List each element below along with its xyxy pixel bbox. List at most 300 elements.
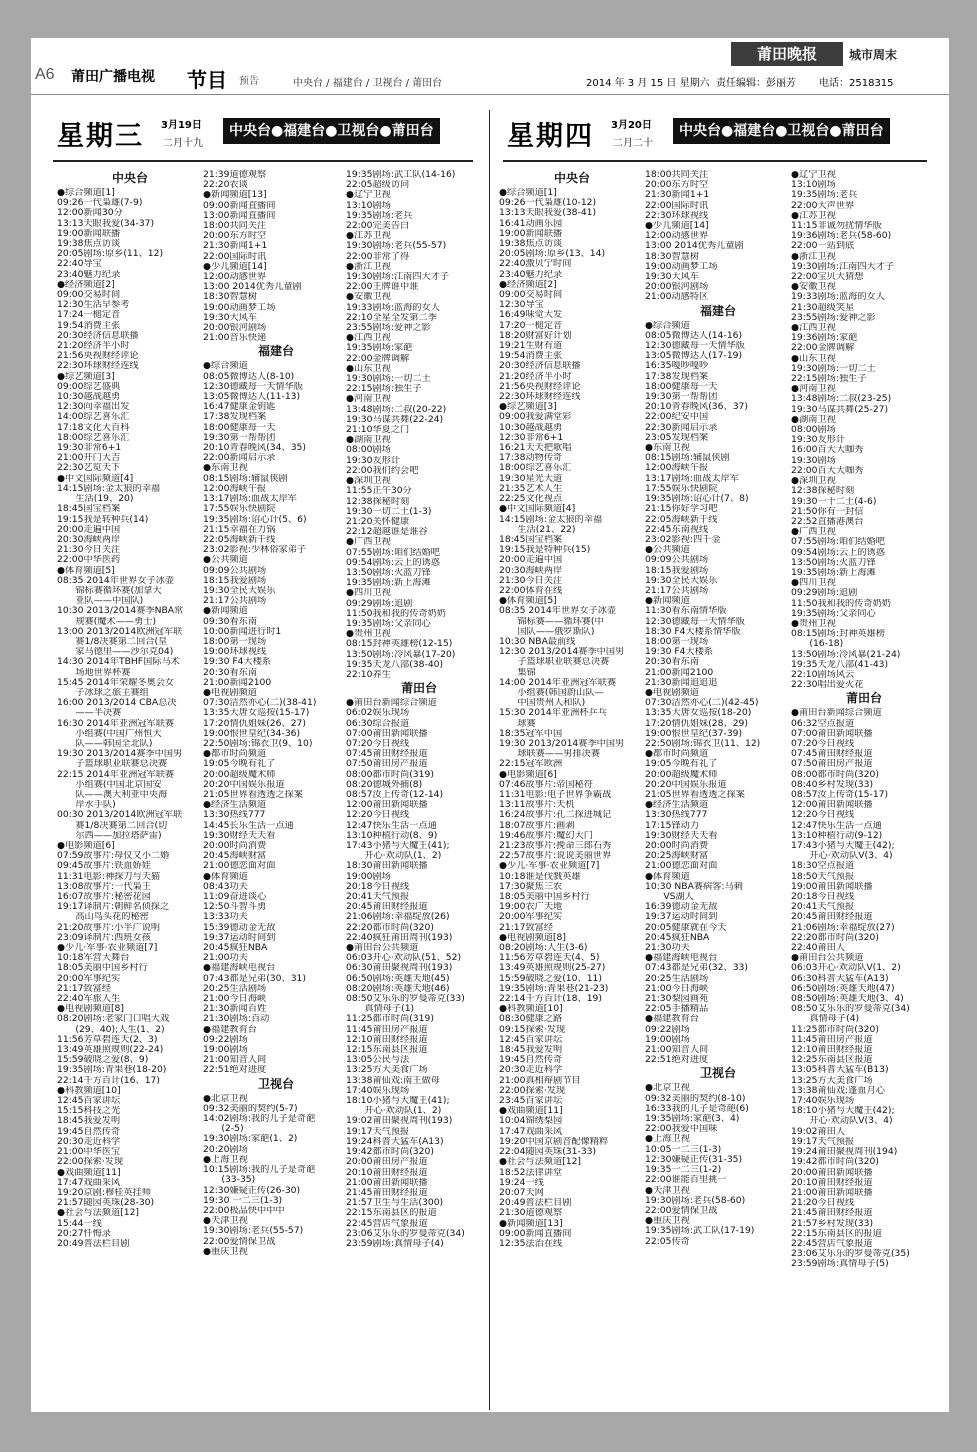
program-line: 12:30向幸福出发: [57, 402, 130, 413]
program-line: 23:59剧场:真情母子(5): [791, 1259, 889, 1270]
program-line: 17:55娱乐快剧院: [645, 483, 718, 494]
program-line: 19:30 一二三(1-3): [203, 1195, 283, 1206]
program-line: 22:45东南视线: [645, 524, 709, 535]
program-line: 20:00超级魔术师: [203, 769, 276, 780]
rule-wed: [53, 160, 473, 162]
program-line: 21:00德恋面对面: [203, 861, 276, 872]
program-line: 22:00探索·发现: [499, 1085, 566, 1096]
channel-heading: ●贵州卫视: [346, 629, 391, 640]
program-line: 18:00健康每一天: [203, 422, 276, 433]
program-line: 13:05公民与法: [346, 1055, 410, 1066]
program-line: 22:05手播精品: [645, 1004, 709, 1015]
program-line: 08:20德城外捕(8): [346, 779, 423, 790]
program-line: 19:21生财有道: [499, 341, 563, 352]
program-line: 场地世界杯赛: [57, 667, 131, 678]
day-date-wed: 3月19日: [161, 120, 202, 131]
program-line: 19:15我是特种兵(15): [499, 545, 591, 556]
program-line: 08:50剧场:英雄天地(3、4): [791, 994, 904, 1005]
channel-heading: ●四川卫视: [791, 578, 836, 589]
program-line: 18:10小猪与大魔王(42);: [791, 1106, 895, 1117]
program-line: 19:35剧场:武工队(14-16): [346, 170, 456, 180]
program-line: 20:30经济信息联播: [499, 361, 581, 372]
channel-heading: ●河南卫视: [346, 394, 391, 405]
program-line: 家马德里——沙尔克04): [57, 647, 174, 658]
program-line: 12:30导宝: [499, 300, 544, 311]
program-line: 22:00我们约会吧: [346, 465, 419, 476]
program-line: 19:46故事片:魔幻大门: [499, 830, 593, 841]
program-line: 18:05美丽中国乡村行: [499, 892, 590, 903]
program-line: 生活(19、20): [57, 494, 134, 505]
channel-heading: ●山东卫视: [346, 363, 391, 374]
program-line: 23:59剧场:真情母子(4): [346, 1238, 444, 1249]
channel-heading: ●山东卫视: [791, 353, 836, 364]
program-line: 19:30剧场:老兵(55-57): [203, 1226, 304, 1237]
program-line: 21:00中华医宝: [57, 1147, 121, 1158]
listing-column: [346, 170, 492, 1249]
program-line: 18:10小猪与大魔王(41);: [346, 1096, 450, 1107]
program-line: 20:25海峡财富: [645, 851, 709, 862]
program-line: 21:20关怀健康: [346, 516, 410, 527]
program-line: 15:44一线: [57, 1218, 102, 1229]
program-line: 11:55正午30分: [346, 486, 412, 497]
program-line: 21:30剧场:百动: [203, 1014, 270, 1025]
program-line: 22:45营店气象报道: [346, 1218, 428, 1229]
program-line: 19:17天气预报: [346, 1126, 410, 1137]
program-line: 20:45疯狂NBA: [203, 943, 268, 954]
program-line: 22:05海峡新干线: [645, 514, 718, 525]
channel-heading: ●戏曲频道[11]: [499, 1106, 563, 1117]
channel-heading: ●湖南卫视: [346, 435, 391, 446]
program-line: 20:18今日视线: [346, 881, 410, 892]
program-line: 13:10剧场: [791, 180, 836, 191]
program-line: 亚队——中国队): [57, 596, 144, 607]
program-line: 20:05健康就在今天: [645, 922, 727, 933]
program-line: 20:30海峡两岸: [499, 565, 563, 576]
program-line: 19:35剧场:父亲同心: [346, 618, 431, 629]
program-line: 11:25都市时尚(320): [791, 1024, 879, 1035]
channel-heading: ●莆田台新闻综合频道: [346, 698, 437, 709]
program-line: 20:30看东南: [203, 667, 258, 678]
program-line: 21:00新闻2100: [645, 667, 714, 678]
program-line: 20:00时尚消费: [203, 841, 267, 851]
program-line: 14:02剧场:我的儿子是奇葩: [203, 1114, 316, 1125]
program-line: 13:13天眼我爱(38-41): [499, 208, 597, 219]
program-line: 13:10种植行动(8、9): [346, 830, 438, 841]
program-line: 21:10华夏之门: [346, 425, 410, 436]
program-line: 19:42都市时尚(320): [791, 1157, 879, 1168]
program-line: 18:52法律讲堂: [499, 1167, 563, 1178]
program-line: 08:35 2014年世界女子冰壶: [57, 575, 175, 586]
station-heading: 莆田台: [400, 681, 437, 696]
program-line: 21:00德恋面对面: [645, 861, 718, 872]
program-line: 22:00百大大咖秀: [791, 465, 864, 476]
program-line: 14:15剧场:金太狼的幸福: [57, 483, 161, 494]
program-line: 19:38焦点访谈: [57, 239, 121, 250]
section-subtitle: 预告: [239, 76, 259, 87]
program-line: 21:20经济半小时: [57, 341, 130, 352]
program-line: 21:17致富经: [499, 922, 554, 933]
program-line: 19:35一二三(1-2): [645, 1165, 722, 1176]
program-line: 08:05微博达人(8-10): [203, 371, 295, 382]
channel-heading: ●深圳卫视: [791, 476, 836, 487]
program-line: 16:39德动金无敌: [645, 902, 718, 913]
program-line: 真情母子(4): [791, 1014, 860, 1025]
program-line: 20:45疯狂NBA: [645, 932, 710, 943]
program-line: 19:30第一帮帮团: [645, 392, 718, 403]
program-line: 08:00都市时尚(319): [346, 769, 434, 780]
program-line: 13:08故事片:一代枭王: [57, 881, 151, 892]
program-line: 22:05传奇: [645, 1236, 690, 1247]
channel-heading: ●新闻频道[13]: [499, 1218, 563, 1229]
program-line: 21:30新闻百姓: [203, 1004, 267, 1015]
program-line: 18:45我爱发明: [57, 1116, 121, 1127]
program-line: 17:43小猪与大魔王(42);: [791, 841, 895, 851]
program-line: 19:30财经天天看: [203, 830, 276, 841]
program-line: 17:20一槌定音: [499, 320, 563, 331]
program-line: 开心·欢动队V(3、4): [791, 851, 893, 862]
program-line: 12:35法治在线: [499, 1238, 563, 1249]
program-line: 21:57卫生与生活(300): [346, 1198, 444, 1209]
program-line: 20:25生活剧场: [645, 973, 709, 984]
channel-heading: ●福建教育台: [645, 1014, 699, 1025]
program-line: 22:40疯狂莆田周刊(193): [346, 932, 453, 943]
program-line: 19:05今晚有礼了: [203, 759, 276, 770]
program-line: 18:30智慧树: [203, 292, 258, 303]
program-line: 13:10种植行动(9-12): [791, 830, 883, 841]
program-line: 开心·欢动队(1、2): [346, 1106, 442, 1117]
program-line: 12:20今日视线: [346, 810, 410, 821]
program-line: 21:30今日关注: [499, 575, 563, 586]
program-line: 12:38探秘时刻: [346, 496, 410, 507]
program-line: 19:00剧场: [645, 1034, 690, 1045]
program-line: 19:30一十二土(4-6): [791, 496, 877, 507]
program-line: 20:00超级魔术师: [645, 769, 718, 780]
program-line: 13:17剧场:血战太岸军: [645, 473, 739, 484]
program-line: 16:24故事片:孔二探进城记: [499, 810, 612, 821]
program-line: 19:30剧场:家葩(1、2): [203, 1134, 298, 1145]
program-line: 19:00环球视线: [203, 647, 267, 658]
program-line: 10:30越战越勇: [499, 422, 563, 433]
program-line: 19:35剧场:武工队(17-19): [645, 1226, 755, 1237]
program-line: 19:30剧场:老兵(58-60): [645, 1195, 746, 1206]
channel-heading: ●电影频道[6]: [57, 841, 115, 851]
channel-heading: ●东南卫视: [203, 463, 248, 474]
program-line: 21:00知音人间: [645, 1045, 709, 1056]
program-line: 00:30 2013/2014欧洲冠军联: [57, 810, 183, 821]
channel-banner-thu: 中央台●福建台●卫视台●莆田台: [673, 118, 890, 144]
program-line: 20:18今日视线: [791, 892, 855, 903]
program-line: 20:00军事纪实: [499, 912, 563, 923]
program-line: 13:25方大美食广场: [791, 1075, 873, 1086]
program-line: 14:30 2014年TBHF国际马术: [57, 657, 180, 668]
program-line: 18:15我爱剧场: [645, 565, 709, 576]
program-line: 20:00银河剧场: [203, 323, 267, 334]
program-line: 18:20财富好计划: [499, 330, 572, 341]
program-line: 19:35剧场:老兵: [346, 210, 413, 221]
page-number: A6: [35, 66, 55, 83]
program-line: 19:30星光大道: [499, 473, 563, 484]
program-line: 19:30马谋共舞(25-27): [791, 404, 889, 415]
program-line: 22:10全星全发第二季: [346, 312, 437, 323]
channel-heading: ●科教频道[10]: [499, 1004, 563, 1015]
program-line: 10:04锦绣梨园: [499, 1116, 563, 1127]
program-line: 23:55剧场:爱神之影: [791, 312, 876, 323]
program-line: 规赛(魔术——勇士): [57, 616, 157, 627]
channel-heading: ●都市时尚频道: [203, 749, 267, 760]
program-line: 22:00金牌调解: [346, 353, 410, 364]
program-line: 21:15你好学习吧: [645, 504, 718, 515]
program-line: 21:30梨园画苑: [645, 994, 709, 1005]
program-line: 07:50莆田房产报道: [791, 759, 873, 770]
program-line: 21:00音乐快递: [203, 333, 267, 344]
program-line: 14:00综艺喜乐汇: [57, 412, 130, 423]
program-line: 07:50莆田房产报道: [346, 759, 428, 770]
program-line: 队——澳大利亚中央海: [57, 789, 168, 800]
program-line: 22:30环球视线: [645, 210, 709, 221]
program-line: 12:45百家讲坛: [57, 1096, 121, 1107]
program-line: 21:00今日海峡: [645, 983, 709, 994]
program-line: 20:05剧场:原乡(11、12): [57, 249, 164, 260]
program-line: 12:30 2013/2014赛季中国男: [499, 647, 625, 658]
program-line: 20:10莆田财经报道: [791, 1177, 873, 1188]
program-line: 22:00爱情保卫战: [203, 1236, 276, 1247]
program-line: 17:30聚焦三农: [499, 881, 563, 892]
station-heading: 中央台: [111, 171, 148, 185]
program-line: 17:40娱乐现场: [346, 1085, 410, 1096]
program-line: 09:00交易时间: [57, 290, 121, 301]
program-line: 07:45莆田财经报道: [791, 749, 873, 760]
channel-heading: ●辽宁卫视: [791, 170, 836, 180]
program-line: 07:46故事片:帝国秘符: [499, 779, 593, 790]
channel-heading: ●北京卫视: [203, 1093, 248, 1104]
program-line: 17:38发现档案: [645, 371, 709, 382]
program-line: 22:14千方百计(18、19): [499, 994, 602, 1005]
program-line: 19:00新闻联播: [499, 228, 563, 239]
program-line: 12:10莆田财经报道: [346, 1034, 428, 1045]
program-line: 19:30 2013/2014赛季中国男: [57, 749, 183, 760]
program-line: 生活(21、22): [499, 524, 576, 535]
program-line: 07:30洁然亦心(二)(42-45): [645, 698, 759, 709]
program-line: 19:00农广天地: [499, 902, 563, 913]
program-line: 13:50剧场:火蓝刀锋: [791, 557, 876, 568]
program-line: 22:00宝贝大猜想: [791, 272, 864, 283]
program-line: 22:00国际时讯: [203, 251, 267, 262]
program-line: 22:15东南县区的报道: [791, 1228, 882, 1239]
program-line: 09:32美丽的契约(8-10): [645, 1093, 746, 1104]
program-line: 11:56芳草碧连天(4、5): [499, 953, 600, 964]
program-line: 13:17剧场:血战太岸军: [203, 494, 297, 505]
day-title-thu: 星期四: [507, 121, 594, 152]
program-line: 13:38莆仙戏:蓬血月心: [791, 1085, 885, 1096]
program-line: 22:51绝对进度: [203, 1065, 267, 1076]
program-line: 21:06剧场:幸福绽放(26): [346, 912, 450, 923]
channel-heading: ●北京卫视: [645, 1083, 690, 1094]
program-line: 19:24科普大猛车(A13): [346, 1136, 444, 1147]
program-line: 09:09公共剧场: [645, 555, 709, 566]
program-line: 19:02莆田聚视周刊(193): [346, 1116, 453, 1127]
program-line: 22:00爱情保卫战: [645, 1205, 718, 1216]
program-line: 21:35艺术人生: [499, 483, 563, 494]
program-line: 10:30 NBA最前线: [499, 636, 576, 647]
program-line: 16:00百大大咖秀: [791, 445, 864, 456]
channel-heading: ●综合频道: [203, 361, 248, 372]
program-line: 19:45自然传奇: [57, 1126, 121, 1137]
program-line: 21:05世界看透透之探案: [645, 789, 745, 800]
program-line: 13:50剧场:冷风暴(17-20): [346, 649, 456, 660]
channel-heading: ●体育频道[5]: [57, 565, 115, 576]
channel-heading: ●天津卫视: [203, 1216, 248, 1227]
program-line: 12:50斗智斗勇: [203, 902, 267, 913]
program-line: 22:57故事片:说说美丽世界: [499, 851, 612, 862]
program-line: 18:30 F4大楼系情华版: [645, 626, 741, 637]
channel-heading: ●深圳卫视: [346, 476, 391, 487]
program-line: 19:54消费主张: [499, 351, 563, 362]
program-line: 21:06剧场:幸福绽放(27): [791, 922, 895, 933]
program-line: 20:10青春晚风(36、37): [645, 402, 748, 413]
program-line: 22:00体育在线: [499, 585, 563, 596]
program-line: 09:29剧场:追剧: [791, 588, 858, 599]
program-line: 19:38焦点访谈: [499, 239, 563, 250]
program-line: 07:00莆田新闻联播: [791, 728, 873, 739]
program-line: 22:00大声世界: [791, 200, 855, 211]
program-line: 20:00东方时空: [203, 231, 267, 242]
program-line: 集锦: [499, 667, 536, 678]
program-line: 18:15我爱剧场: [203, 575, 267, 586]
program-line: 19:00新闻联播: [57, 228, 121, 239]
program-line: 16:21天天把歌唱: [499, 443, 572, 454]
program-line: 08:05微博达人(14-16): [645, 330, 743, 341]
program-line: 23:02影视:少林俗家弟子: [203, 545, 307, 556]
program-line: 12:00莆田新闻联播: [346, 800, 428, 811]
program-line: 22:10养生: [346, 669, 391, 680]
program-line: 19:30大风车: [645, 272, 700, 283]
program-line: 12:30德藏每一天情华版: [203, 381, 303, 392]
program-line: 小组赛(中国广州恒大: [57, 728, 162, 739]
program-line: 19:24莆田聚视周刊(194): [791, 1147, 898, 1158]
program-line: 10:05一二三(1-3): [645, 1144, 722, 1155]
program-line: 08:35 2014年世界女子冰壶: [499, 606, 617, 617]
channel-heading: ●浙江卫视: [791, 251, 836, 262]
channel-heading: ●上海卫视: [645, 1134, 690, 1145]
program-line: VS湖人: [645, 892, 694, 903]
program-line: 19:30 2013/2014赛季中国男: [499, 738, 625, 749]
program-line: 22:30环球财经连线: [499, 392, 581, 403]
program-line: 小组赛(韩国蔚山队—: [499, 687, 604, 698]
program-line: 15:59破晓之爱(10、11): [499, 973, 602, 984]
program-line: 15:39德动金无敌: [203, 922, 276, 933]
program-line: 07:20今日视线: [791, 738, 855, 749]
program-line: 10:15剧场:我的儿子是奇葩: [203, 1165, 316, 1176]
program-line: 16:47健康金钥匙: [203, 402, 276, 413]
program-line: 22:04随园英珠(31-33): [499, 1147, 597, 1158]
channel-heading: ●经济生活频道: [645, 800, 709, 811]
program-line: (2-5): [203, 1124, 244, 1135]
program-line: 22:00新闻启示录: [203, 453, 276, 464]
program-line: 19:30财经天天看: [645, 830, 718, 841]
program-line: 09:54剧场:云上的诱惑: [346, 557, 440, 568]
channel-heading: ●综艺频道[3]: [57, 371, 115, 382]
program-line: 19:30第一帮帮团: [203, 432, 276, 443]
program-line: 20:20中国娱乐报道: [645, 779, 727, 790]
program-line: 12:00海峡午报: [203, 483, 267, 494]
program-line: 19:00动画梦工场: [645, 261, 718, 272]
program-line: 19:35剧场:新上海滩: [791, 567, 876, 578]
channel-heading: ●新闻频道: [203, 606, 248, 617]
program-line: 19:00恨世皇纪(34-36): [203, 728, 301, 739]
program-line: 17:20情仇姐妹(28、29): [645, 718, 748, 729]
program-line: 07:55剧场:咱们结婚吧: [791, 537, 885, 548]
program-line: 08:15剧场:封神英雄榜: [791, 629, 885, 640]
channel-heading: ●四川卫视: [346, 588, 391, 599]
program-line: 21:00知音人间: [203, 1055, 267, 1066]
program-line: 22:00中华医药: [57, 555, 121, 566]
program-line: 17:47戏曲采风: [57, 1177, 121, 1188]
program-line: 21:57乡村发现(33): [791, 1218, 874, 1229]
program-line: 20:49普法栏目剧: [57, 1238, 130, 1249]
program-line: 13:25方大美食广场: [346, 1065, 428, 1076]
channel-heading: ●科教频道[10]: [57, 1085, 121, 1096]
channel-heading: ●体育频道: [203, 871, 248, 882]
program-line: 07:00莆田新闻联播: [346, 728, 428, 739]
program-line: 22:40导宝: [57, 259, 102, 270]
channel-heading: ●江西卫视: [346, 333, 391, 344]
program-line: 19:30全民大娱乐: [645, 575, 718, 586]
program-line: 06:02娱乐现场: [346, 708, 410, 719]
program-line: 13:50剧场:火蓝刀锋: [346, 567, 431, 578]
program-line: 20:30走近科学: [499, 1065, 563, 1076]
program-line: 09:30看东南: [203, 616, 258, 627]
program-line: 10:30越战越勇: [57, 392, 121, 403]
program-line: 13:13天眼我爱(34-37): [57, 218, 155, 229]
program-line: 22:00完美告白: [346, 221, 410, 232]
program-line: 12:25东南县区报道: [791, 1055, 873, 1066]
program-line: 14:00 2014年亚洲冠军联赛: [499, 677, 617, 688]
program-line: 18:07故事片:画剥: [499, 820, 575, 831]
program-line: 18:00综艺喜乐汇: [57, 432, 130, 443]
program-line: 08:57汝上传奇(15-17): [791, 789, 889, 800]
program-line: 19:20京剧:穆桂英挂帅: [57, 1187, 151, 1198]
program-line: 13:35大唐女巡按(18-20): [645, 708, 752, 719]
channel-heading: ●电视剧频道: [203, 687, 257, 698]
program-line: 08:43功夫: [203, 881, 248, 892]
program-line: 18:00第一现场: [645, 636, 709, 647]
channel-heading: ●经济生活频道: [203, 800, 267, 811]
program-line: 20:00银河剧场: [645, 282, 709, 293]
program-line: 08:50艾乐乐的罗曼蒂克(33): [346, 994, 465, 1005]
program-line: 21:15幸福在力锅: [203, 524, 276, 535]
program-line: 13:11故事片:天机: [499, 800, 575, 811]
program-line: 19:30剧场:江南四大才子: [346, 272, 450, 283]
program-line: 22:05海峡新干线: [203, 534, 276, 545]
program-line: 19:42都市时尚(320): [346, 1147, 434, 1158]
program-line: 19:30剧场:一切二土: [346, 374, 431, 385]
program-line: 19:37运动时间到: [645, 912, 718, 923]
channel-heading: ●浙江卫视: [346, 261, 391, 272]
channel-heading: ●重庆卫视: [645, 1216, 690, 1227]
station-logo: 莆田广播电视: [71, 69, 155, 85]
program-line: 11:50我和我的传奇奶奶: [346, 608, 446, 619]
program-line: 20:27忏悔录: [57, 1228, 112, 1239]
channel-heading: ●福建教育台: [203, 1024, 257, 1035]
program-line: 13:00 2014优秀儿童剧: [645, 241, 744, 252]
program-line: 12:15东南县区报道: [346, 1045, 428, 1056]
program-line: 16:00 2013/2014 CBA总决: [57, 698, 177, 709]
channel-heading: ●莆田台公共频道: [791, 953, 864, 964]
program-line: 18:30莆田新闻联播: [346, 861, 428, 872]
program-line: 22:30唱出爱火花: [791, 680, 864, 691]
program-line: 22:15冠军欧洲: [499, 759, 563, 770]
program-line: 21:00今日海峡: [203, 994, 267, 1005]
